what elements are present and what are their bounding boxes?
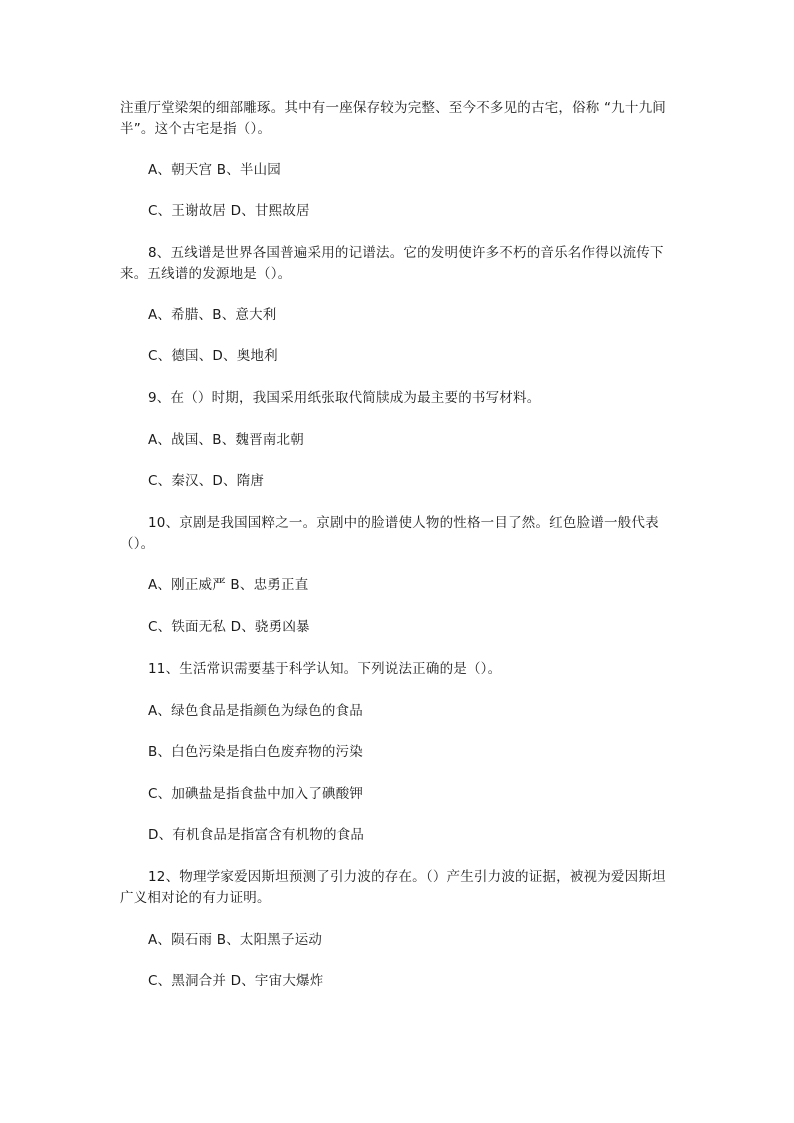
q7-stem: 注重厅堂梁架的细部雕琢。其中有一座保存较为完整、至今不多见的古宅，俗称 “九十九间半”。这个古宅是指（）。: [120, 100, 666, 137]
q7-options-ab: A、朝天宫 B、半山园: [148, 162, 281, 178]
q7-options-cd: C、王谢故居 D、甘熙故居: [148, 203, 310, 219]
q11-option-c: C、加碘盐是指食盐中加入了碘酸钾: [148, 786, 364, 802]
q12-options-ab: A、陨石雨 B、太阳黑子运动: [148, 932, 323, 948]
q9-options-cd: C、秦汉、D、隋唐: [148, 473, 265, 489]
q11-option-b: B、白色污染是指白色废弃物的污染: [148, 744, 363, 760]
q9-options-ab: A、战国、B、魏晋南北朝: [148, 432, 304, 448]
q10-options-ab: A、刚正威严 B、忠勇正直: [148, 577, 309, 593]
q9-stem: 9、在（）时期，我国采用纸张取代简牍成为最主要的书写材料。: [148, 390, 541, 406]
q8-options-ab: A、希腊、B、意大利: [148, 307, 277, 323]
q8-options-cd: C、德国、D、奥地利: [148, 348, 278, 364]
q11-stem: 11、生活常识需要基于科学认知。下列说法正确的是（）。: [148, 661, 502, 677]
q12-stem: 12、物理学家爱因斯坦预测了引力波的存在。（）产生引力波的证据，被视为爱因斯坦广义相对论的有力证明。: [120, 869, 666, 906]
q12-options-cd: C、黑洞合并 D、宇宙大爆炸: [148, 973, 324, 989]
q10-options-cd: C、铁面无私 D、骁勇凶暴: [148, 619, 310, 635]
q11-option-d: D、有机食品是指富含有机物的食品: [148, 827, 365, 843]
q11-option-a: A、绿色食品是指颜色为绿色的食品: [148, 703, 363, 719]
q8-stem: 8、五线谱是世界各国普遍采用的记谱法。它的发明使许多不朽的音乐名作得以流传下来。五线谱的发源地是（）。: [120, 245, 664, 282]
q10-stem: 10、京剧是我国国粹之一。京剧中的脸谱使人物的性格一目了然。红色脸谱一般代表（）。: [120, 515, 659, 552]
